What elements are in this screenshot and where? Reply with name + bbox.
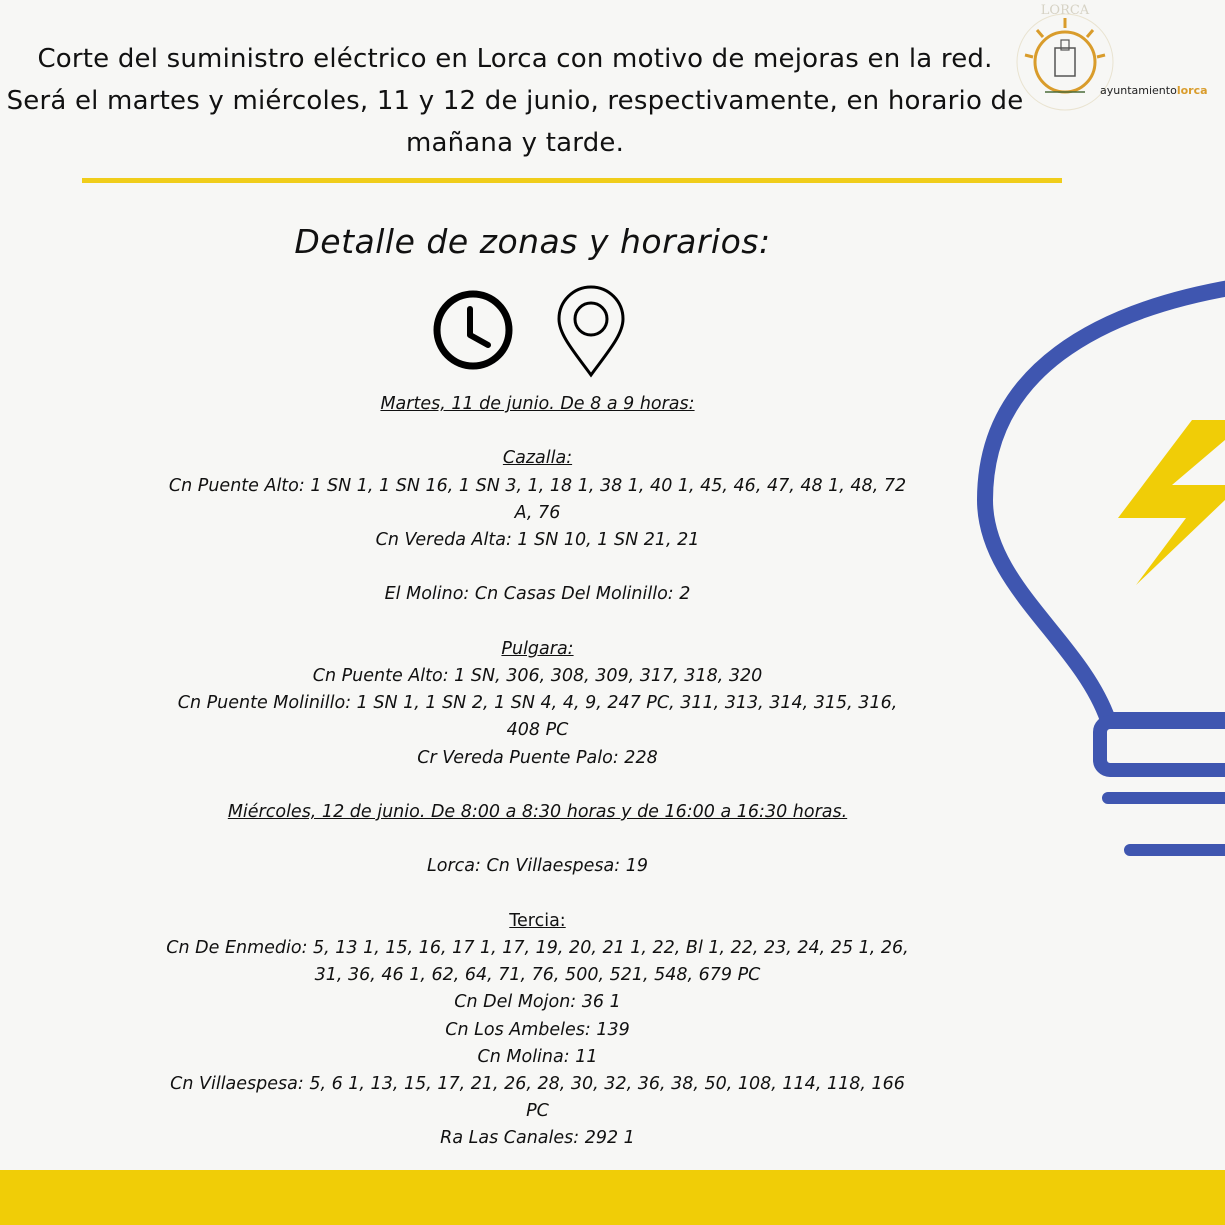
seal-text: LORCA bbox=[1040, 3, 1090, 18]
footer-bar bbox=[0, 1170, 1225, 1225]
tercia-line-5: Cn Molina: 11 bbox=[477, 1046, 598, 1067]
tercia-line-4: Cn Los Ambeles: 139 bbox=[445, 1019, 630, 1040]
lightning-bolt-icon bbox=[1118, 420, 1225, 585]
section-title: Detalle de zonas y horarios: bbox=[294, 222, 771, 261]
lorca-line: Lorca: Cn Villaespesa: 19 bbox=[427, 856, 648, 877]
pulgara-line-1: Cn Puente Alto: 1 SN, 306, 308, 309, 317, 318, 320 bbox=[312, 665, 763, 686]
tercia-line-2: 31, 36, 46 1, 62, 64, 71, 76, 500, 521, 548, 679 PC bbox=[314, 965, 761, 986]
logo-suffix: lorca bbox=[1176, 84, 1208, 97]
header-line-3: mañana y tarde. bbox=[405, 128, 625, 158]
spacer bbox=[130, 609, 945, 636]
tercia-line-1: Cn De Enmedio: 5, 13 1, 15, 16, 17 1, 17, 19, 20, 21 1, 22, Bl 1, 22, 23, 24, 25 1, 26, bbox=[166, 937, 909, 958]
pulgara-line-2: Cn Puente Molinillo: 1 SN 1, 1 SN 2, 1 SN 4, 4, 9, 247 PC, 311, 313, 314, 315, 316, bbox=[177, 693, 898, 714]
announcement-header bbox=[0, 38, 1030, 164]
cazalla-line-3: Cn Vereda Alta: 1 SN 10, 1 SN 21, 21 bbox=[375, 530, 700, 550]
tercia-line-7: PC bbox=[526, 1101, 549, 1122]
location-pin-icon bbox=[555, 283, 627, 378]
spacer bbox=[130, 881, 945, 908]
logo-prefix: ayuntamiento bbox=[1100, 84, 1177, 97]
tercia-line-6: Cn Villaespesa: 5, 6 1, 13, 15, 17, 21, 26, 28, 30, 32, 36, 38, 50, 108, 114, 118, 166 bbox=[170, 1073, 905, 1094]
clock-icon bbox=[432, 289, 514, 371]
pulgara-line-3: 408 PC bbox=[506, 720, 569, 741]
cazalla-line-1: Cn Puente Alto: 1 SN 1, 1 SN 16, 1 SN 3, 1, 18 1, 38 1, 40 1, 45, 46, 47, 48 1, 48, 72 bbox=[168, 475, 907, 496]
pulgara-label: Pulgara: bbox=[501, 638, 574, 659]
seal-icon bbox=[1017, 3, 1113, 110]
header-line-1: Corte del suministro eléctrico en Lorca con motivo de mejoras en la red. bbox=[37, 44, 993, 74]
spacer bbox=[130, 554, 945, 581]
pulgara-line-4: Cr Vereda Puente Palo: 228 bbox=[417, 747, 658, 768]
wednesday-heading: Miércoles, 12 de junio. De 8:00 a 8:30 horas y de 16:00 a 16:30 horas. bbox=[227, 801, 848, 822]
cazalla-line-2: A, 76 bbox=[514, 502, 561, 523]
ayuntamiento-lorca-logo bbox=[1005, 0, 1220, 120]
lightbulb-icon bbox=[975, 268, 1225, 898]
tuesday-heading: Martes, 11 de junio. De 8 a 9 horas: bbox=[380, 394, 695, 414]
tercia-line-3: Cn Del Mojon: 36 1 bbox=[454, 992, 621, 1013]
header-line-2: Será el martes y miércoles, 11 y 12 de junio, respectivamente, en horario de bbox=[6, 86, 1024, 116]
tercia-label: Tercia: bbox=[509, 910, 566, 931]
schedule-details bbox=[130, 391, 945, 1153]
tercia-line-8: Ra Las Canales: 292 1 bbox=[440, 1128, 635, 1149]
cazalla-label: Cazalla: bbox=[502, 448, 573, 469]
spacer bbox=[130, 418, 945, 445]
header-divider bbox=[82, 178, 1062, 183]
spacer bbox=[130, 826, 945, 853]
molino-line: El Molino: Cn Casas Del Molinillo: 2 bbox=[384, 584, 691, 605]
logo-wordmark bbox=[1100, 84, 1208, 97]
spacer bbox=[130, 772, 945, 799]
